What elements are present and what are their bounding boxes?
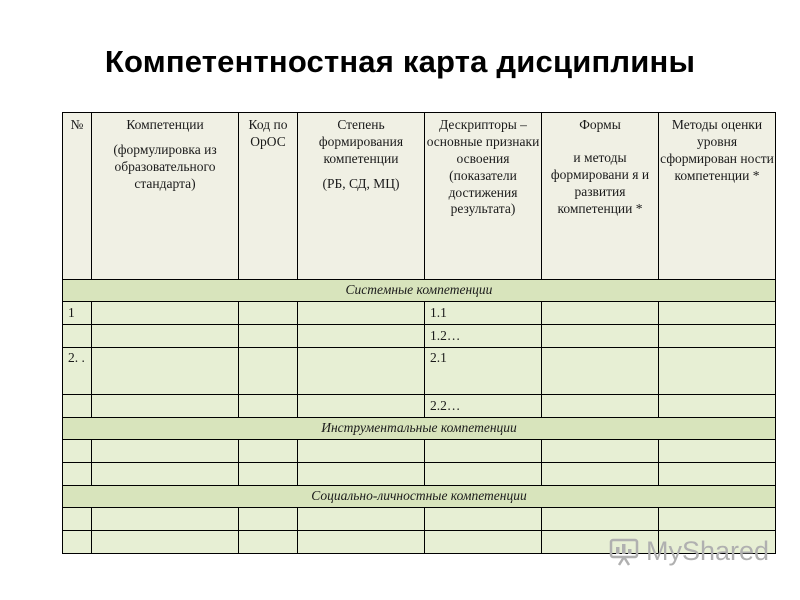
table-cell bbox=[425, 531, 542, 554]
table-cell bbox=[659, 440, 776, 463]
table-row bbox=[63, 302, 776, 325]
table-cell bbox=[298, 348, 425, 395]
section-instrumental-label: Инструментальные компетенции bbox=[63, 418, 776, 440]
header-descriptors: Дескрипторы – основные признаки освоения (показатели достижения результата) bbox=[425, 113, 542, 280]
table-cell bbox=[92, 348, 239, 395]
watermark-text: MyShared bbox=[646, 536, 770, 566]
section-system-label: Системные компетенции bbox=[63, 280, 776, 302]
table-cell bbox=[659, 348, 776, 395]
header-forms-note: и методы формировани я и развития компетенции * bbox=[550, 149, 650, 216]
table-cell bbox=[239, 395, 298, 418]
table-cell bbox=[239, 463, 298, 486]
table-cell bbox=[63, 325, 92, 348]
table-cell bbox=[298, 531, 425, 554]
table-cell bbox=[298, 302, 425, 325]
header-competences-note: (формулировка из образовательного стандарта) bbox=[113, 141, 217, 191]
table-cell bbox=[92, 395, 239, 418]
table-cell bbox=[92, 463, 239, 486]
table-row bbox=[63, 508, 776, 531]
table-cell bbox=[298, 325, 425, 348]
table-cell bbox=[542, 395, 659, 418]
table-cell bbox=[659, 325, 776, 348]
header-degree-note: (РБ, СД, МЦ) bbox=[322, 175, 400, 191]
section-social-label: Социально-личностные компетенции bbox=[63, 486, 776, 508]
table-cell bbox=[298, 440, 425, 463]
table-row bbox=[63, 348, 776, 395]
table-cell bbox=[542, 463, 659, 486]
table-cell bbox=[63, 463, 92, 486]
myshared-logo-icon bbox=[608, 537, 642, 567]
watermark bbox=[608, 536, 769, 567]
table-cell bbox=[298, 508, 425, 531]
competence-table bbox=[62, 112, 776, 554]
table-cell bbox=[239, 508, 298, 531]
section-row-instrumental bbox=[63, 418, 776, 440]
table-cell bbox=[92, 325, 239, 348]
table-cell bbox=[239, 302, 298, 325]
table-row bbox=[63, 325, 776, 348]
header-degree-label: Степень формирования компетенции bbox=[318, 117, 404, 166]
table-cell bbox=[92, 302, 239, 325]
header-competences bbox=[92, 113, 239, 280]
table-cell bbox=[92, 508, 239, 531]
table-cell bbox=[542, 302, 659, 325]
descriptor-cell: 1.2… bbox=[425, 325, 542, 348]
table-cell bbox=[63, 531, 92, 554]
descriptor-cell: 2.2… bbox=[425, 395, 542, 418]
header-methods: Методы оценки уровня сформирован ности компетенции * bbox=[659, 113, 776, 280]
table-cell bbox=[298, 463, 425, 486]
header-forms bbox=[542, 113, 659, 280]
table-cell bbox=[425, 463, 542, 486]
table-row bbox=[63, 463, 776, 486]
descriptor-cell: 2.1 bbox=[425, 348, 542, 395]
table-cell bbox=[425, 440, 542, 463]
header-no: № bbox=[63, 113, 92, 280]
table-cell bbox=[659, 463, 776, 486]
header-degree bbox=[298, 113, 425, 280]
table-cell bbox=[239, 531, 298, 554]
row-number: 1 bbox=[63, 302, 92, 325]
table-cell bbox=[63, 395, 92, 418]
descriptor-cell: 1.1 bbox=[425, 302, 542, 325]
table-cell bbox=[542, 325, 659, 348]
table-cell bbox=[63, 508, 92, 531]
section-row-system bbox=[63, 280, 776, 302]
table-cell bbox=[425, 508, 542, 531]
table-cell bbox=[239, 348, 298, 395]
table-row bbox=[63, 440, 776, 463]
table-cell bbox=[542, 348, 659, 395]
header-code: Код по ОрОС bbox=[239, 113, 298, 280]
table-cell bbox=[239, 325, 298, 348]
header-competences-label: Компетенции bbox=[126, 117, 204, 132]
table-cell bbox=[542, 508, 659, 531]
table-cell bbox=[92, 440, 239, 463]
table-row bbox=[63, 395, 776, 418]
page-title: Компетентностная карта дисциплины bbox=[104, 44, 696, 79]
header-forms-label: Формы bbox=[579, 117, 621, 132]
row-number: 2. . bbox=[63, 348, 92, 395]
table-cell bbox=[659, 302, 776, 325]
table-cell bbox=[239, 440, 298, 463]
section-row-social bbox=[63, 486, 776, 508]
header-row bbox=[63, 113, 776, 280]
table-cell bbox=[659, 508, 776, 531]
table-cell bbox=[63, 440, 92, 463]
table-cell bbox=[659, 395, 776, 418]
table-cell bbox=[298, 395, 425, 418]
table-cell bbox=[542, 440, 659, 463]
table-cell bbox=[92, 531, 239, 554]
